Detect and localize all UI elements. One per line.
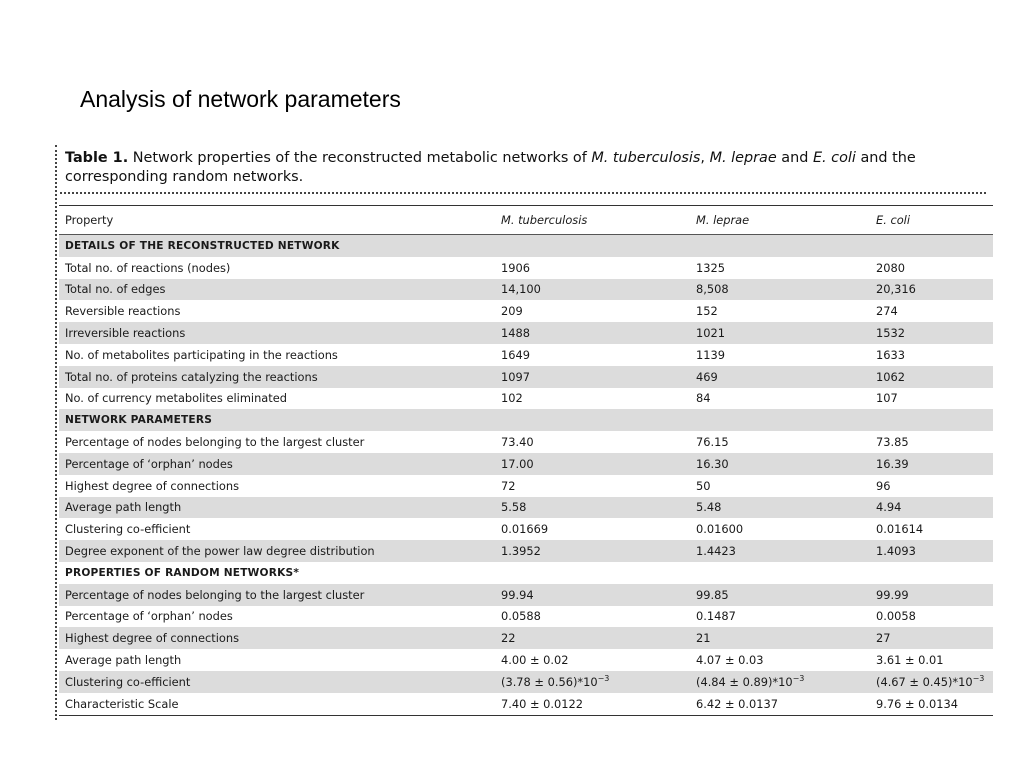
table-row — [59, 388, 993, 410]
value-cell — [870, 671, 993, 693]
property-cell — [59, 518, 495, 540]
value-cell — [690, 431, 870, 453]
value-text: 72 — [501, 478, 516, 493]
property-cell — [59, 693, 495, 715]
value-text: 99.85 — [696, 587, 729, 602]
value-cell — [870, 540, 993, 562]
property-label: Irreversible reactions — [65, 326, 186, 341]
property-cell — [59, 497, 495, 519]
slide-title: Analysis of network parameters — [80, 86, 401, 112]
property-cell — [59, 627, 495, 649]
value-cell — [690, 584, 870, 606]
property-label: Average path length — [65, 500, 182, 515]
value-cell — [495, 606, 690, 628]
value-cell — [495, 300, 690, 322]
value-cell — [870, 366, 993, 388]
caption-dotted-rule — [60, 192, 986, 194]
value-text: 2080 — [876, 260, 905, 275]
value-cell — [495, 693, 690, 715]
value-cell — [690, 366, 870, 388]
property-cell — [59, 475, 495, 497]
property-label: Total no. of edges — [65, 282, 166, 297]
property-cell — [59, 453, 495, 475]
section-heading: NETWORK PARAMETERS — [59, 409, 993, 431]
value-text: 1532 — [876, 326, 905, 341]
header-property: Property — [59, 206, 495, 235]
section-row — [59, 235, 993, 257]
value-text: 16.30 — [696, 456, 729, 471]
property-cell — [59, 606, 495, 628]
value-text: (4.67 ± 0.45)*10 — [876, 675, 973, 690]
property-label: Percentage of nodes belonging to the largest cluster — [65, 435, 365, 450]
property-label: Degree exponent of the power law degree distribution — [65, 544, 375, 559]
property-label: Reversible reactions — [65, 304, 181, 319]
value-cell — [690, 300, 870, 322]
section-heading: PROPERTIES OF RANDOM NETWORKS* — [65, 566, 300, 579]
table-row — [59, 693, 993, 715]
value-text: 1325 — [696, 260, 725, 275]
caption-text: , — [700, 150, 710, 166]
caption-text: and the corresponding random networks. — [65, 150, 916, 185]
section-row — [59, 409, 993, 431]
property-cell — [59, 344, 495, 366]
caption-organism: E. coli — [812, 150, 856, 166]
property-label: Highest degree of connections — [65, 631, 240, 646]
property-cell — [59, 584, 495, 606]
caption-text: Network properties of the reconstructed metabolic networks of — [128, 150, 592, 166]
value-cell — [870, 300, 993, 322]
table-row — [59, 322, 993, 344]
value-text: 84 — [696, 391, 711, 406]
value-cell — [870, 322, 993, 344]
value-text: 5.48 — [696, 500, 722, 515]
value-text: 0.01600 — [696, 522, 744, 537]
value-text: 99.94 — [501, 587, 534, 602]
header-e-coli: E. coli — [870, 206, 993, 235]
value-cell — [690, 518, 870, 540]
value-cell — [495, 257, 690, 279]
value-text: 7.40 ± 0.0122 — [501, 696, 584, 711]
exponent: −3 — [597, 674, 610, 684]
property-label: No. of metabolites participating in the reactions — [65, 347, 338, 362]
value-text: 5.58 — [501, 500, 527, 515]
value-cell — [870, 453, 993, 475]
value-cell — [690, 671, 870, 693]
value-cell — [690, 279, 870, 301]
table-row — [59, 366, 993, 388]
value-text: 73.85 — [876, 435, 909, 450]
caption-organism: M. leprae — [709, 150, 777, 166]
table-row — [59, 627, 993, 649]
value-cell — [870, 584, 993, 606]
value-text: 1021 — [696, 326, 725, 341]
property-label: Total no. of reactions (nodes) — [65, 260, 231, 275]
left-dotted-rule — [55, 145, 57, 720]
value-cell — [690, 649, 870, 671]
property-label: Percentage of ‘orphan’ nodes — [65, 609, 233, 624]
value-text: (4.84 ± 0.89)*10 — [696, 675, 793, 690]
value-cell — [870, 475, 993, 497]
exponent: −3 — [972, 674, 985, 684]
value-text: 1.3952 — [501, 544, 541, 559]
value-cell — [495, 453, 690, 475]
value-text: 1.4093 — [876, 544, 916, 559]
value-text: 469 — [696, 369, 718, 384]
table-row — [59, 497, 993, 519]
property-cell — [59, 431, 495, 453]
value-cell — [870, 606, 993, 628]
table-row — [59, 431, 993, 453]
value-text: 1062 — [876, 369, 905, 384]
value-text: 8,508 — [696, 282, 729, 297]
value-text: 0.0058 — [876, 609, 916, 624]
property-label: Characteristic Scale — [65, 696, 179, 711]
value-text: 17.00 — [501, 456, 534, 471]
table-row — [59, 279, 993, 301]
value-text: 27 — [876, 631, 891, 646]
property-cell — [59, 649, 495, 671]
value-cell — [690, 322, 870, 344]
value-cell — [870, 693, 993, 715]
section-row — [59, 562, 993, 584]
network-properties-table — [59, 205, 993, 716]
table-row — [59, 257, 993, 279]
value-cell — [690, 693, 870, 715]
value-text: 107 — [876, 391, 898, 406]
table-header-row — [59, 206, 993, 235]
value-text: 16.39 — [876, 456, 909, 471]
property-label: Total no. of proteins catalyzing the reactions — [65, 369, 318, 384]
table-caption — [65, 149, 970, 187]
table-row — [59, 540, 993, 562]
property-cell — [59, 388, 495, 410]
header-m-tuberculosis: M. tuberculosis — [495, 206, 690, 235]
value-cell — [495, 279, 690, 301]
table-row — [59, 475, 993, 497]
value-cell — [870, 627, 993, 649]
table-row — [59, 606, 993, 628]
value-cell — [870, 497, 993, 519]
caption-organism: M. tuberculosis — [591, 150, 701, 166]
value-text: 0.01669 — [501, 522, 549, 537]
table-row — [59, 649, 993, 671]
value-text: 0.0588 — [501, 609, 541, 624]
value-cell — [690, 627, 870, 649]
value-text: 14,100 — [501, 282, 541, 297]
property-cell — [59, 366, 495, 388]
property-cell — [59, 257, 495, 279]
property-cell — [59, 540, 495, 562]
table-row — [59, 671, 993, 693]
property-cell — [59, 279, 495, 301]
value-text: 20,316 — [876, 282, 916, 297]
value-text: 9.76 ± 0.0134 — [876, 696, 959, 711]
value-cell — [495, 322, 690, 344]
value-cell — [495, 475, 690, 497]
value-cell — [870, 257, 993, 279]
value-text: 0.1487 — [696, 609, 736, 624]
value-text: 21 — [696, 631, 711, 646]
exponent: −3 — [792, 674, 805, 684]
value-text: 50 — [696, 478, 711, 493]
property-label: Percentage of nodes belonging to the largest cluster — [65, 587, 365, 602]
value-cell — [495, 497, 690, 519]
property-label: Highest degree of connections — [65, 478, 240, 493]
property-label: No. of currency metabolites eliminated — [65, 391, 287, 406]
table-row — [59, 584, 993, 606]
value-text: 152 — [696, 304, 718, 319]
table-row — [59, 344, 993, 366]
value-text: 76.15 — [696, 435, 729, 450]
value-cell — [495, 431, 690, 453]
value-text: 274 — [876, 304, 898, 319]
value-text: 96 — [876, 478, 891, 493]
property-cell — [59, 671, 495, 693]
value-cell — [690, 606, 870, 628]
property-label: Clustering co-efficient — [65, 522, 191, 537]
value-cell — [690, 453, 870, 475]
value-text: 1488 — [501, 326, 530, 341]
table-row — [59, 518, 993, 540]
value-text: 102 — [501, 391, 523, 406]
property-cell — [59, 300, 495, 322]
value-cell — [495, 584, 690, 606]
value-text: 1633 — [876, 347, 905, 362]
value-cell — [870, 649, 993, 671]
value-cell — [690, 475, 870, 497]
caption-label: Table 1. — [65, 150, 129, 166]
value-cell — [870, 431, 993, 453]
table-row — [59, 453, 993, 475]
value-cell — [495, 366, 690, 388]
value-text: 1906 — [501, 260, 530, 275]
value-cell — [870, 344, 993, 366]
table-row — [59, 300, 993, 322]
value-text: 4.94 — [876, 500, 902, 515]
value-text: 1097 — [501, 369, 530, 384]
value-cell — [870, 279, 993, 301]
value-cell — [690, 388, 870, 410]
value-cell — [690, 540, 870, 562]
value-cell — [495, 649, 690, 671]
value-cell — [870, 518, 993, 540]
property-cell — [59, 322, 495, 344]
value-text: 99.99 — [876, 587, 909, 602]
value-text: 4.00 ± 0.02 — [501, 653, 569, 668]
value-cell — [495, 627, 690, 649]
value-text: 1.4423 — [696, 544, 736, 559]
value-cell — [495, 671, 690, 693]
value-text: (3.78 ± 0.56)*10 — [501, 675, 598, 690]
property-label: Percentage of ‘orphan’ nodes — [65, 456, 233, 471]
value-cell — [690, 497, 870, 519]
value-text: 4.07 ± 0.03 — [696, 653, 764, 668]
value-text: 1139 — [696, 347, 725, 362]
value-text: 6.42 ± 0.0137 — [696, 696, 779, 711]
value-text: 22 — [501, 631, 516, 646]
property-label: Average path length — [65, 653, 182, 668]
value-cell — [690, 257, 870, 279]
value-cell — [870, 388, 993, 410]
table-body — [59, 235, 993, 716]
value-text: 209 — [501, 304, 523, 319]
value-text: 1649 — [501, 347, 530, 362]
value-cell — [495, 344, 690, 366]
value-text: 0.01614 — [876, 522, 924, 537]
header-m-leprae: M. leprae — [690, 206, 870, 235]
value-cell — [495, 540, 690, 562]
value-cell — [690, 344, 870, 366]
value-text: 73.40 — [501, 435, 534, 450]
value-cell — [495, 388, 690, 410]
value-text: 3.61 ± 0.01 — [876, 653, 944, 668]
section-heading: DETAILS OF THE RECONSTRUCTED NETWORK — [59, 235, 993, 257]
value-cell — [495, 518, 690, 540]
caption-text: and — [776, 150, 813, 166]
property-label: Clustering co-efficient — [65, 674, 191, 689]
